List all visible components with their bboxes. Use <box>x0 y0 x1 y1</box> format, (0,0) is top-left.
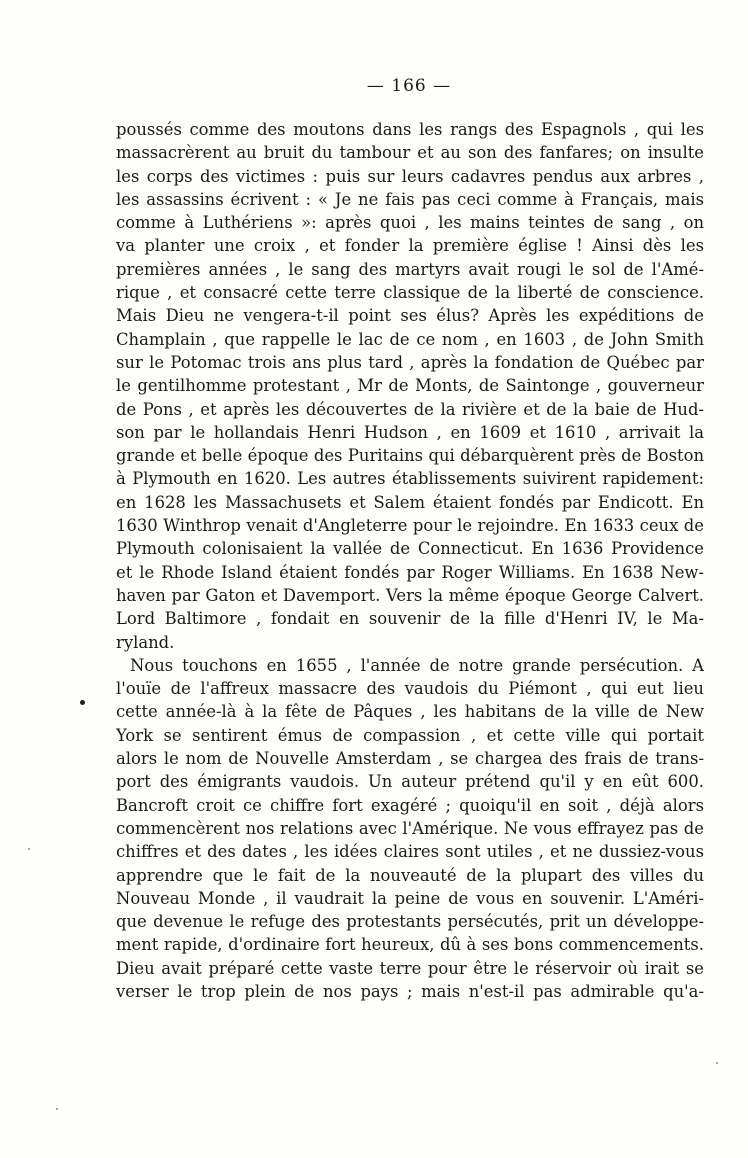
text-line: à Plymouth en 1620. Les autres établissements suivirent rapidement: <box>116 469 704 489</box>
margin-mark <box>80 700 85 705</box>
text-line: comme à Luthériens »: après quoi , les mains teintes de sang , on <box>116 213 704 233</box>
paper-speck <box>28 848 30 850</box>
text-line: premières années , le sang des martyrs avait rougi le sol de l'Amé- <box>116 259 704 279</box>
page-number: — 166 — <box>366 76 452 96</box>
text-line: son par le hollandais Henri Hudson , en 1609 et 1610 , arrivait la <box>116 422 704 442</box>
text-line: alors le nom de Nouvelle Amsterdam , se chargea des frais de trans- <box>116 749 704 769</box>
text-line: Champlain , que rappelle le lac de ce nom , en 1603 , de John Smith <box>116 329 704 349</box>
text-line: Dieu avait préparé cette vaste terre pour être le réservoir où irait se <box>116 958 704 978</box>
text-line: apprendre que le fait de la nouveauté de la plupart des villes du <box>116 865 704 885</box>
text-line: York se sentirent émus de compassion , et cette ville qui portait <box>116 725 704 745</box>
text-line: Nous touchons en 1655 , l'année de notre grande persécution. A <box>130 655 704 675</box>
text-line: chiffres et des dates , les idées claires sont utiles , et ne dussiez-vous <box>116 842 704 862</box>
text-line: commencèrent nos relations avec l'Amérique. Ne vous effrayez pas de <box>116 818 704 838</box>
text-line: ryland. <box>116 632 175 652</box>
text-line: en 1628 les Massachusets et Salem étaient fondés par Endicott. En <box>116 492 704 512</box>
text-line: grande et belle époque des Puritains qui débarquèrent près de Boston <box>116 446 704 466</box>
text-line: le gentilhomme protestant , Mr de Monts, de Saintonge , gouverneur <box>116 376 704 396</box>
paper-speck <box>56 1108 58 1110</box>
text-line: port des émigrants vaudois. Un auteur prétend qu'il y en eût 600. <box>116 772 704 792</box>
text-line: cette année-là à la fête de Pâques , les habitans de la ville de New <box>116 702 704 722</box>
body-text <box>116 118 704 1003</box>
text-line: 1630 Winthrop venait d'Angleterre pour le rejoindre. En 1633 ceux de <box>116 516 704 536</box>
text-line: Lord Baltimore , fondait en souvenir de la fille d'Henri IV, le Ma- <box>116 609 704 629</box>
text-line: et le Rhode Island étaient fondés par Roger Williams. En 1638 New- <box>116 562 704 582</box>
text-line: massacrèrent au bruit du tambour et au son des fanfares; on insulte <box>116 143 704 163</box>
text-line: l'ouïe de l'affreux massacre des vaudois du Piémont , qui eut lieu <box>116 679 704 699</box>
text-line: les assassins écrivent : « Je ne fais pas ceci comme à Français, mais <box>116 189 704 209</box>
text-line: va planter une croix , et fonder la première église ! Ainsi dès les <box>116 236 704 256</box>
text-line: Bancroft croit ce chiffre fort exagéré ; quoiqu'il en soit , déjà alors <box>116 795 704 815</box>
paper-speck <box>716 1062 718 1064</box>
text-line: verser le trop plein de nos pays ; mais n'est-il pas admirable qu'a- <box>116 981 704 1001</box>
text-line: ment rapide, d'ordinaire fort heureux, dû à ses bons commencements. <box>116 935 704 955</box>
text-line: que devenue le refuge des protestants persécutés, prit un développe- <box>116 912 704 932</box>
text-line: Nouveau Monde , il vaudrait la peine de vous en souvenir. L'Améri- <box>116 888 704 908</box>
text-line: rique , et consacré cette terre classique de la liberté de conscience. <box>116 283 704 303</box>
text-line: Plymouth colonisaient la vallée de Connecticut. En 1636 Providence <box>116 539 704 559</box>
text-line: Mais Dieu ne vengera-t-il point ses élus? Après les expéditions de <box>116 306 704 326</box>
text-line: de Pons , et après les découvertes de la rivière et de la baie de Hud- <box>116 399 704 419</box>
text-line: sur le Potomac trois ans plus tard , après la fondation de Québec par <box>116 352 704 372</box>
text-line: les corps des victimes : puis sur leurs cadavres pendus aux arbres , <box>116 166 704 186</box>
text-line: haven par Gaton et Davemport. Vers la même époque George Calvert. <box>116 585 704 605</box>
text-line: poussés comme des moutons dans les rangs des Espagnols , qui les <box>116 120 704 139</box>
